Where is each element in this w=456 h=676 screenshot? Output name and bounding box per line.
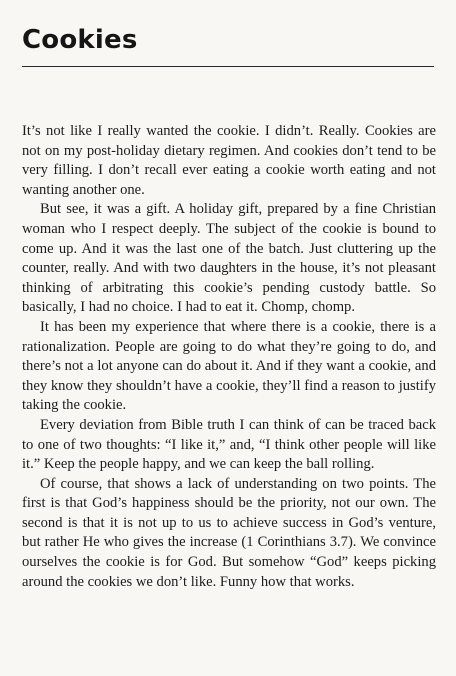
paragraph-3: It has been my experience that where there is a cookie, there is a rationalization. People are going to do what they’re going to do, and there’s not a lot anyone can do about it. And if they want a cookie, and they know they shouldn’t have a cookie, they’ll find a reason to justify taking the cookie. bbox=[22, 318, 436, 414]
paragraph-2: But see, it was a gift. A holiday gift, prepared by a fine Christian woman who I respect deeply. The subject of the cookie is bound to come up. And it was the last one of the batch. Just cluttering up the counter, really. And with two daughters in the house, it’s not pleasant thinking of arbitrating this cookie’s pending custody battle. So basically, I had no choice. I had to eat it. Chomp, chomp. bbox=[22, 201, 436, 316]
paragraph-4: Every deviation from Bible truth I can think of can be traced back to one of two thoughts: “I like it,” and, “I think other people will like it.” Keep the people happy, and we can keep the ball rolling. bbox=[22, 416, 436, 473]
paragraph-5: Of course, that shows a lack of understanding on two points. The first is that God’s happiness should be the priority, not our own. The second is that it is not up to us to achieve success in God’s venture, but rather He who gives the increase (1 Corinthians 3.7). We convince ourselves the cookie is for God. But somehow “God” keeps picking around the cookies we don’t like. Funny how that works. bbox=[22, 475, 436, 590]
body-text bbox=[22, 122, 436, 592]
paragraph-1: It’s not like I really wanted the cookie. I didn’t. Really. Cookies are not on my post-holiday dietary regimen. And cookies don’t tend to be very filling. I don’t recall ever eating a cookie worth eating and not wanting another one. bbox=[22, 123, 436, 198]
chapter-title: Cookies bbox=[22, 25, 138, 55]
title-rule bbox=[22, 66, 434, 67]
